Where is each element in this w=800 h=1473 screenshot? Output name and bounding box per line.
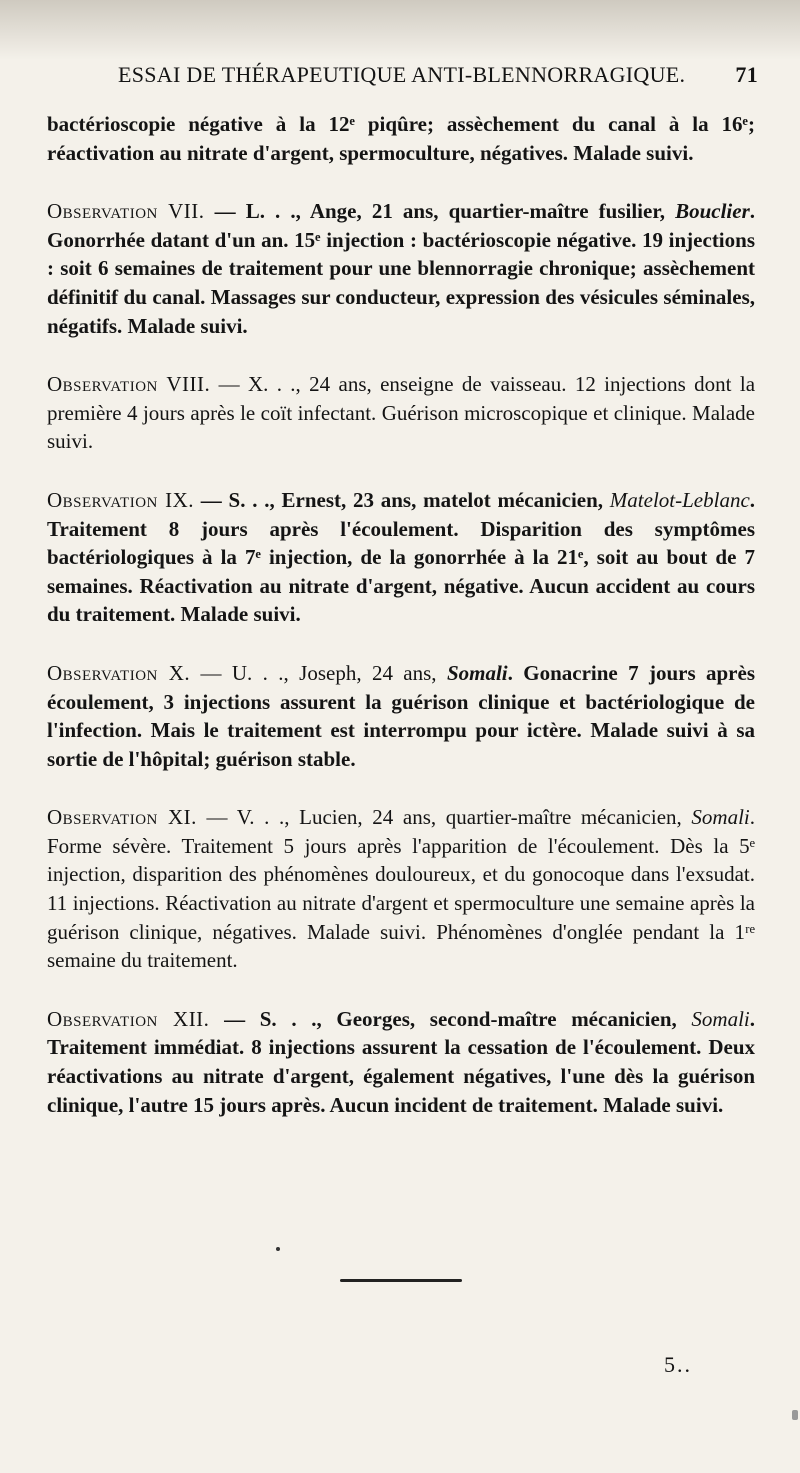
section-end-rule [340, 1279, 462, 1282]
observation-text: — S. . ., Georges, second-maître mécanicien, [209, 1006, 692, 1031]
observation-vii [47, 197, 755, 340]
observation-label: Observation IX. [47, 487, 195, 512]
page-body [47, 110, 755, 1149]
observation-label: Observation VIII. [47, 372, 211, 397]
observation-text: . Forme sévère. Traitement 5 jours après l'apparition de l'écoulement. Dès la 5ᵉ injection, disparition des phénomènes douloureux, et du gonocoque dans l'exsudat. 11 injections. Réactivation au nitrate d'argent et spermoculture une semaine après la guérison clinique, négatives. Malade suivi. Phénomènes d'onglée pendant la 1ʳᵉ semaine du traitement. [47, 805, 755, 973]
observation-xi [47, 803, 755, 975]
ship-name: Bouclier [675, 199, 750, 224]
ship-name: Somali [691, 805, 750, 830]
observation-label: Observation VII. [47, 199, 205, 224]
observation-text: — L. . ., Ange, 21 ans, quartier-maître fusilier, [204, 199, 676, 224]
observation-label: Observation XII. [47, 1006, 210, 1031]
ink-dot [276, 1247, 280, 1251]
observation-text: . Gonacrine 7 jours après écoulement, 3 injections assurent la guérison clinique et bactériologique de l'infection. Mais le traitement est interrompu pour ictère. Malade suivi à sa sortie de l'hôpital; guérison stable. [47, 660, 755, 771]
signature-mark: 5.. [664, 1352, 692, 1377]
page-top-shadow [0, 0, 800, 60]
ship-name: Matelot-Leblanc [609, 487, 750, 512]
observation-text: — X. . ., 24 ans, enseigne de vaisseau. 12 injections dont la première 4 jours après le coït infectant. Guérison microscopique et clinique. Malade suivi. [47, 372, 756, 454]
observation-text: — S. . ., Ernest, 23 ans, matelot mécanicien, [194, 487, 610, 512]
page-number: 71 [735, 62, 758, 87]
observation-label: Observation X. [47, 660, 191, 685]
observation-x [47, 659, 755, 773]
intro-paragraph: bactérioscopie négative à la 12ᵉ piqûre; assèchement du canal à la 16ᵉ; réactivation au nitrate d'argent, spermoculture, négatives. Malade suivi. [47, 112, 755, 165]
ship-name: Somali [446, 660, 508, 685]
running-header [118, 62, 758, 96]
observation-text: . Gonorrhée datant d'un an. 15ᵉ injection : bactérioscopie négative. 19 injections : soit 6 semaines de traitement pour une blennorragie chronique; assèchement définitif du canal. Massages sur conducteur, expression des vésicules séminales, négatifs. Malade suivi. [47, 199, 755, 338]
page-edge-mark [792, 1410, 798, 1420]
observation-text: . Traitement immédiat. 8 injections assurent la cessation de l'écoulement. Deux réactivations au nitrate d'argent, également négatives, l'une dès la guérison clinique, l'autre 15 jours après. Aucun incident de traitement. Malade suivi. [47, 1006, 755, 1117]
observation-text: — V. . ., Lucien, 24 ans, quartier-maître mécanicien, [196, 805, 692, 830]
ship-name: Somali [691, 1006, 750, 1031]
observation-label: Observation XI. [47, 805, 197, 830]
observation-ix [47, 486, 755, 629]
observation-xii [47, 1005, 755, 1119]
observation-text: . Traitement 8 jours après l'écoulement. Disparition des symptômes bactériologiques à la 7ᵉ injection, de la gonorrhée à la 21ᵉ, soit au bout de 7 semaines. Réactivation au nitrate d'argent, négative. Aucun accident au cours du traitement. Malade suivi. [47, 487, 756, 627]
observation-text: — U. . ., Joseph, 24 ans, [190, 660, 447, 685]
observation-viii [47, 370, 755, 456]
header-title: ESSAI DE THÉRAPEUTIQUE ANTI-BLENNORRAGIQUE. [118, 62, 686, 87]
